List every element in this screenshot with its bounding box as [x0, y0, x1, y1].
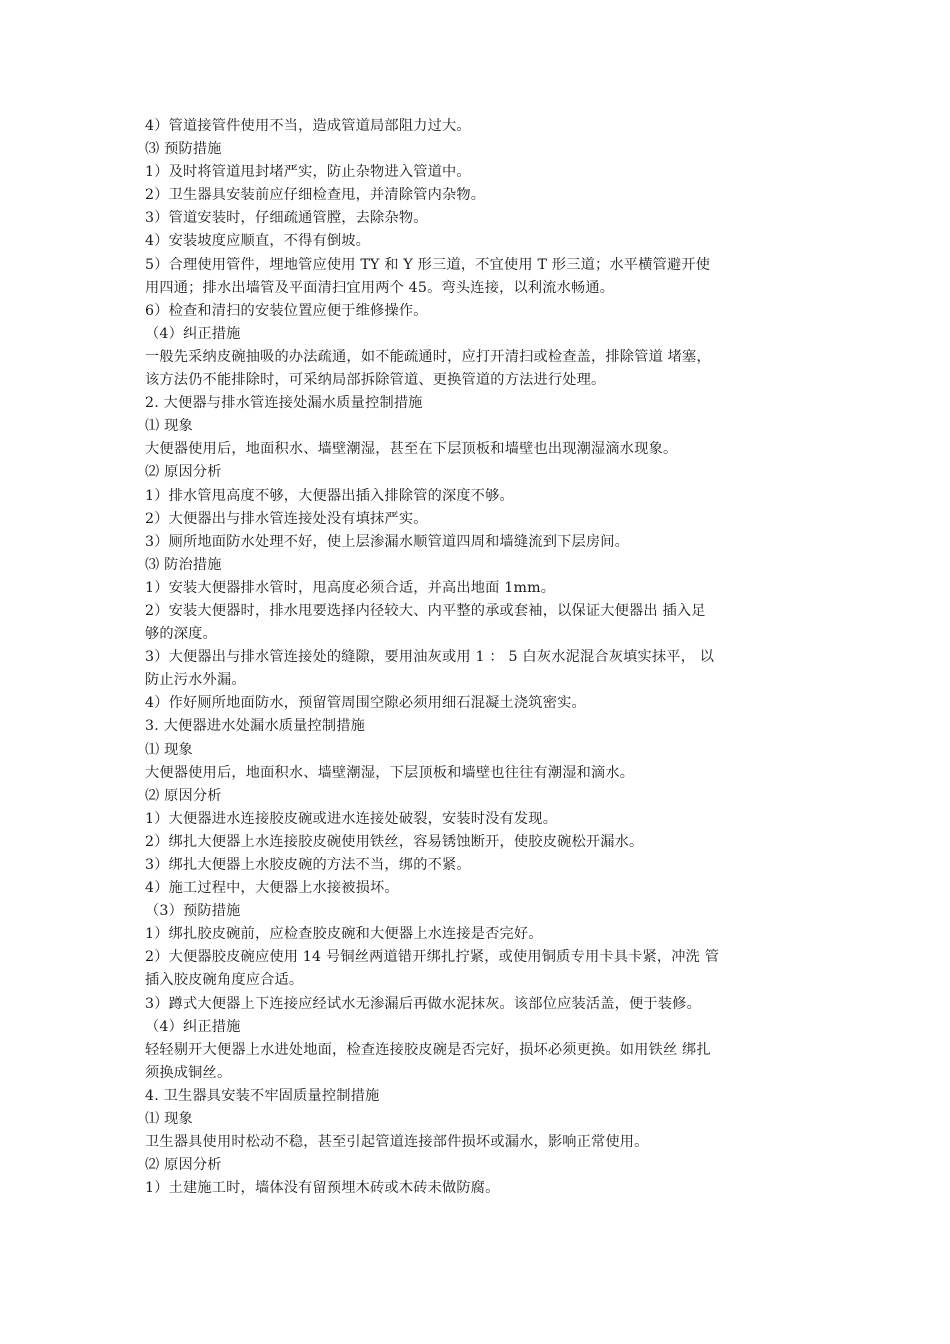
- text-line: 大便器使用后，地面积水、墙壁潮湿，下层顶板和墙壁也往往有潮湿和滴水。: [145, 764, 635, 781]
- text-line: 须换成铜丝。: [145, 1064, 232, 1081]
- text-line: 一般先采纳皮碗抽吸的办法疏通，如不能疏通时，应打开清扫或检查盖，排除管道 堵塞，: [145, 348, 711, 365]
- text-line: 轻轻剔开大便器上水进处地面，检查连接胶皮碗是否完好，损坏必须更换。如用铁丝 绑扎: [145, 1041, 711, 1058]
- text-line: 用四通；排水出墙管及平面清扫宜用两个 45。弯头连接，以利流水畅通。: [145, 279, 615, 296]
- text-line: 2）大便器胶皮碗应使用 14 号铜丝两道错开绑扎拧紧，或使用铜质专用卡具卡紧，冲洗 管: [145, 949, 720, 966]
- document-body: [145, 115, 825, 1200]
- text-line: （4）纠正措施: [145, 1018, 241, 1035]
- text-line: ⑴ 现象: [145, 741, 193, 758]
- text-line: ⑶ 预防措施: [145, 141, 222, 158]
- text-line: 该方法仍不能排除时，可采纳局部拆除管道、更换管道的方法进行处理。: [145, 372, 606, 389]
- text-line: 2）卫生器具安装前应仔细检查甩，并清除管内杂物。: [145, 187, 486, 204]
- text-line: 2）大便器出与排水管连接处没有填抹严实。: [145, 510, 428, 527]
- text-line: 3）大便器出与排水管连接处的缝隙，要用油灰或用 1 ： 5 白灰水泥混合灰填实抹平， 以: [145, 649, 715, 666]
- text-line: 大便器使用后，地面积水、墙壁潮湿，甚至在下层顶板和墙壁也出现潮湿滴水现象。: [145, 441, 678, 458]
- text-line: 防止污水外漏。: [145, 672, 246, 689]
- section-heading: 3. 大便器进水处漏水质量控制措施: [145, 718, 366, 735]
- text-line: 够的深度。: [145, 626, 217, 643]
- text-line: （4）纠正措施: [145, 325, 241, 342]
- text-line: 2）安装大便器时，排水甩要选择内径较大、内平整的承或套袖，以保证大便器出 插入足: [145, 602, 706, 619]
- text-line: 1）及时将管道甩封堵严实，防止杂物进入管道中。: [145, 164, 471, 181]
- section-heading: 2. 大便器与排水管连接处漏水质量控制措施: [145, 395, 423, 412]
- text-line: 4）作好厕所地面防水，预留管周围空隙必须用细石混凝土浇筑密实。: [145, 695, 586, 712]
- text-line: 1）安装大便器排水管时，甩高度必须合适，并高出地面 1mm。: [145, 579, 556, 596]
- text-line: 1）土建施工时，墙体没有留预埋木砖或木砖未做防腐。: [145, 1180, 500, 1197]
- text-line: ⑴ 现象: [145, 1111, 193, 1128]
- text-line: ⑵ 原因分析: [145, 1157, 222, 1174]
- text-line: 1）大便器进水连接胶皮碗或进水连接处破裂，安装时没有发现。: [145, 810, 558, 827]
- text-line: 插入胶皮碗角度应合适。: [145, 972, 304, 989]
- text-line: 卫生器具使用时松动不稳，甚至引起管道连接部件损坏或漏水，影响正常使用。: [145, 1134, 649, 1151]
- section-heading: 4. 卫生器具安装不牢固质量控制措施: [145, 1087, 380, 1104]
- text-line: 3）厕所地面防水处理不好，使上层渗漏水顺管道四周和墙缝流到下层房间。: [145, 533, 630, 550]
- text-line: ⑴ 现象: [145, 418, 193, 435]
- text-line: 5）合理使用管件，埋地管应使用 TY 和 Y 形三道，不宜使用 T 形三道；水平横管避开使: [145, 256, 711, 273]
- text-line: 3）蹲式大便器上下连接应经试水无渗漏后再做水泥抹灰。该部位应装活盖，便于装修。: [145, 995, 701, 1012]
- text-line: 1）绑扎胶皮碗前，应检查胶皮碗和大便器上水连接是否完好。: [145, 926, 543, 943]
- text-line: 6）检查和清扫的安装位置应便于维修操作。: [145, 302, 428, 319]
- text-line: 4）安装坡度应顺直，不得有倒坡。: [145, 233, 371, 250]
- text-line: ⑵ 原因分析: [145, 787, 222, 804]
- text-line: 3）绑扎大便器上水胶皮碗的方法不当，绑的不紧。: [145, 857, 471, 873]
- text-line: 4）施工过程中，大便器上水接被损坏。: [145, 880, 399, 897]
- text-line: ⑶ 防治措施: [145, 556, 222, 573]
- text-line: 3）管道安装时，仔细疏通管膛，去除杂物。: [145, 210, 428, 227]
- text-line: 4）管道接管件使用不当，造成管道局部阻力过大。: [145, 118, 471, 134]
- text-line: （3）预防措施: [145, 903, 241, 920]
- text-line: 1）排水管甩高度不够，大便器出插入排除管的深度不够。: [145, 487, 514, 504]
- text-line: ⑵ 原因分析: [145, 464, 222, 481]
- text-line: 2）绑扎大便器上水连接胶皮碗使用铁丝，容易锈蚀断开，使胶皮碗松开漏水。: [145, 833, 644, 850]
